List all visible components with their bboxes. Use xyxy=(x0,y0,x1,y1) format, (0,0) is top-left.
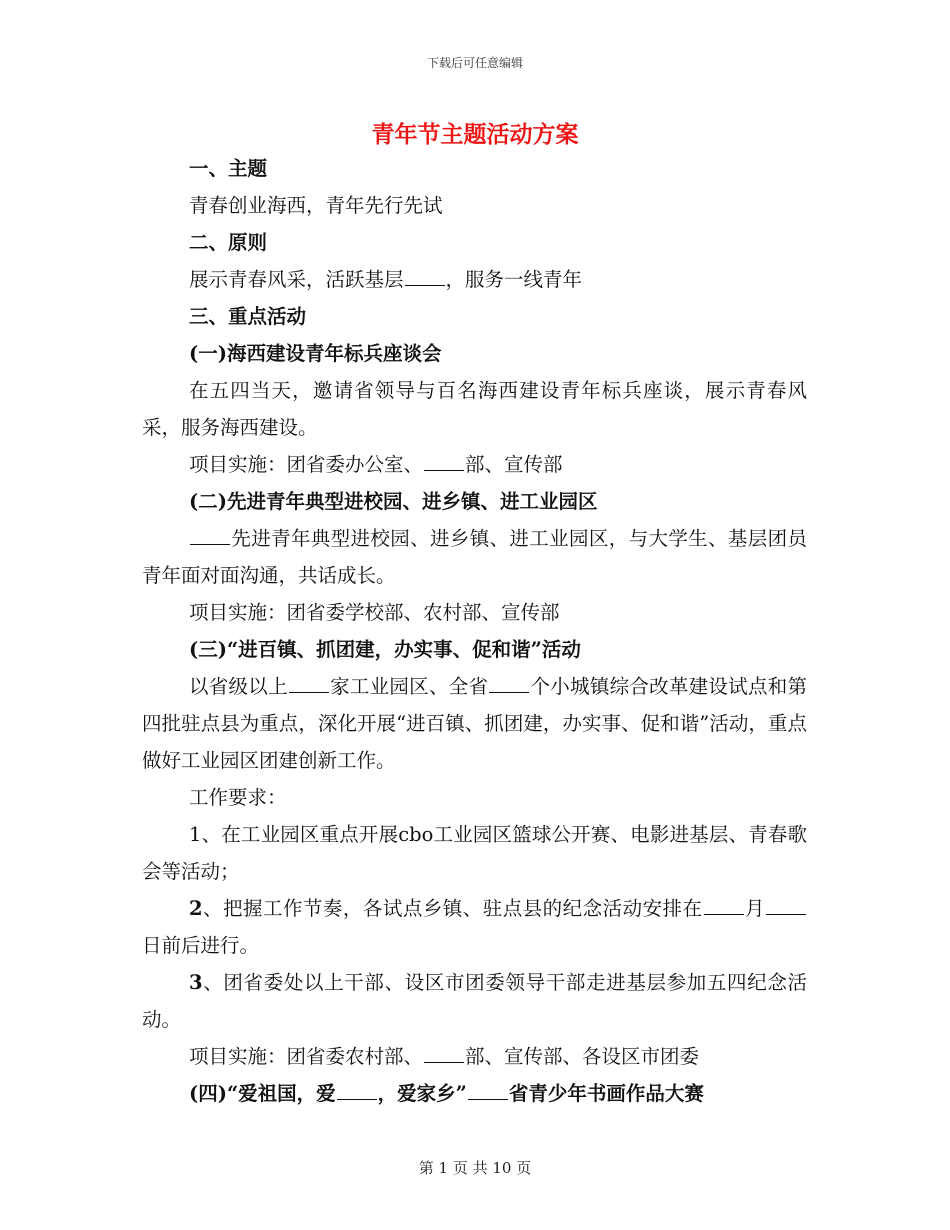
text-fragment: 部、宣传部、各设区市团委 xyxy=(465,1045,700,1068)
text-fragment: 家工业园区、全省 xyxy=(329,675,489,698)
section-heading-key-activities: 三、重点活动 xyxy=(189,305,307,328)
text-fragment: 、团省委处以上干部、设区市团委领导干部走进基层参加五四纪念活动。 xyxy=(142,971,807,1031)
blank-line xyxy=(766,913,806,915)
activity-text-2 xyxy=(142,520,807,594)
activity-text-3 xyxy=(142,668,807,779)
activity-impl-2: 项目实施：团省委学校部、农村部、宣传部 xyxy=(189,601,560,624)
section-heading-principle: 二、原则 xyxy=(189,231,268,254)
activity-text-1: 在五四当天，邀请省领导与百名海西建设青年标兵座谈，展示青春风采，服务海西建设。 xyxy=(142,379,807,439)
activity-impl-1 xyxy=(142,446,807,483)
blank-line xyxy=(704,913,744,915)
requirement-3 xyxy=(142,964,807,1038)
page-number: 第 1 页 共 10 页 xyxy=(418,1159,532,1177)
requirements-label: 工作要求： xyxy=(189,786,287,809)
activity-heading-3: (三)“进百镇、抓团建，办实事、促和谐”活动 xyxy=(189,638,581,661)
requirement-number: 1 xyxy=(189,823,202,846)
requirement-number: 2 xyxy=(189,897,203,920)
section-heading-theme: 一、主题 xyxy=(189,157,268,180)
page-header-note: 下载后可任意编辑 xyxy=(426,56,523,70)
blank-line xyxy=(289,691,329,693)
text-fragment: ，服务一线青年 xyxy=(445,268,583,291)
text-fragment: 项目实施：团省委办公室、 xyxy=(189,453,424,476)
text-fragment: 展示青春风采，活跃基层 xyxy=(189,268,404,291)
text-fragment: 、把握工作节奏，各试点乡镇、驻点县的纪念活动安排在 xyxy=(202,897,703,920)
activity-heading-4 xyxy=(142,1075,807,1112)
blank-line xyxy=(405,284,445,286)
blank-line xyxy=(190,543,230,545)
requirement-1 xyxy=(142,816,807,890)
text-fragment: 以省级以上 xyxy=(189,675,288,698)
requirement-number: 3 xyxy=(189,971,203,994)
document-title: 青年节主题活动方案 xyxy=(371,121,579,148)
blank-line xyxy=(337,1098,377,1100)
document-body xyxy=(142,150,807,1112)
activity-impl-3 xyxy=(142,1038,807,1075)
text-fragment: ，爱家乡” xyxy=(377,1082,467,1105)
activity-heading-2: (二)先进青年典型进校园、进乡镇、进工业园区 xyxy=(189,490,598,513)
section-text-principle xyxy=(142,261,807,298)
blank-line xyxy=(424,469,464,471)
text-fragment: 省青少年书画作品大赛 xyxy=(508,1082,704,1105)
blank-line xyxy=(468,1098,508,1100)
text-fragment: 日前后进行。 xyxy=(142,934,260,957)
text-fragment: 先进青年典型进校园、进乡镇、进工业园区，与大学生、基层团员青年面对面沟通，共话成长。 xyxy=(142,527,807,587)
blank-line xyxy=(489,691,529,693)
text-fragment: 项目实施：团省委农村部、 xyxy=(189,1045,424,1068)
text-fragment: 部、宣传部 xyxy=(465,453,563,476)
text-fragment: 月 xyxy=(744,897,765,920)
section-text-theme: 青春创业海西，青年先行先试 xyxy=(189,194,443,217)
activity-heading-1: (一)海西建设青年标兵座谈会 xyxy=(189,342,442,365)
text-fragment: 、在工业园区重点开展cbo工业园区篮球公开赛、电影进基层、青春歌会等活动； xyxy=(142,823,807,883)
text-fragment: (四)“爱祖国，爱 xyxy=(189,1082,336,1105)
blank-line xyxy=(424,1061,464,1063)
text-fragment: 个小城镇综合改革建设试点和第四批驻点县为重点，深化开展“进百镇、抓团建，办实事、促和谐”活动，重点做好工业园区团建创新工作。 xyxy=(142,675,807,772)
requirement-2 xyxy=(142,890,807,964)
